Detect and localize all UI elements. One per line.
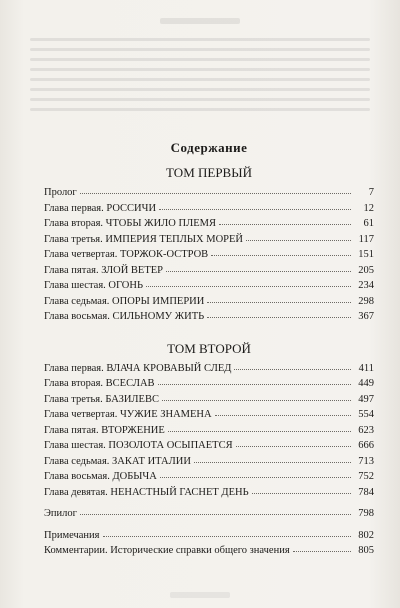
toc-entry-page-number: 12 <box>363 202 374 214</box>
dot-leader <box>236 437 351 447</box>
bleed-through-text <box>30 18 370 118</box>
toc-entry <box>44 361 374 377</box>
dot-leader <box>252 484 351 494</box>
dot-leader <box>166 262 351 272</box>
toc-entry-label: Глава четвертая. ТОРЖОК-ОСТРОВ <box>44 249 209 260</box>
toc-entry-page-number: 61 <box>363 218 374 229</box>
toc-entry <box>44 201 374 217</box>
toc-entry <box>44 454 374 470</box>
volume-1-heading: ТОМ ПЕРВЫЙ <box>166 165 252 180</box>
toc-entry-label: Глава вторая. ЧТОБЫ ЖИЛО ПЛЕМЯ <box>44 218 216 229</box>
toc-entry <box>44 247 374 263</box>
toc-entry <box>44 392 374 408</box>
dot-leader <box>80 505 351 515</box>
toc-entry-label: Глава шестая. ПОЗОЛОТА ОСЫПАЕТСЯ <box>44 440 233 451</box>
toc-entry <box>44 309 374 325</box>
toc-entry-label: Глава седьмая. ЗАКАТ ИТАЛИИ <box>44 455 191 467</box>
dot-leader <box>246 231 351 241</box>
dot-leader <box>211 246 351 256</box>
toc-entry <box>44 423 374 439</box>
toc-entry-label: Глава первая. ВЛАЧА КРОВАВЫЙ СЛЕД <box>44 362 232 374</box>
table-of-contents <box>44 140 374 559</box>
toc-entry <box>44 232 374 248</box>
toc-entry-label: Глава шестая. ОГОНЬ <box>44 280 143 291</box>
toc-entry-page-number: 623 <box>358 424 374 436</box>
toc-entry-label: Глава восьмая. ДОБЫЧА <box>44 471 157 482</box>
toc-entry <box>44 216 374 232</box>
toc-entry-label: Глава четвертая. ЧУЖИЕ ЗНАМЕНА <box>44 409 212 420</box>
toc-entry-label: Эпилог <box>44 508 77 519</box>
toc-entry-label: Глава третья. БАЗИЛЕВС <box>44 393 159 405</box>
toc-entry-page-number: 117 <box>358 233 374 245</box>
volume-1-entries <box>44 185 374 325</box>
toc-heading: Содержание <box>170 140 248 155</box>
toc-entry-page-number: 497 <box>358 393 374 405</box>
dot-leader <box>160 468 351 478</box>
toc-entry-page-number: 805 <box>358 545 374 556</box>
toc-entry <box>44 469 374 485</box>
toc-entry-page-number: 449 <box>358 378 374 389</box>
volume-2-entries <box>44 361 374 501</box>
dot-leader <box>168 422 351 432</box>
toc-entry-page-number: 298 <box>358 295 374 307</box>
toc-entry-label: Глава седьмая. ОПОРЫ ИМПЕРИИ <box>44 295 205 307</box>
toc-entry-page-number: 752 <box>358 471 374 482</box>
dot-leader <box>207 308 351 318</box>
toc-entry-page-number: 367 <box>358 311 374 322</box>
dot-leader <box>162 391 351 401</box>
dot-leader <box>194 453 351 463</box>
dot-leader <box>234 360 351 370</box>
toc-entry <box>44 263 374 279</box>
toc-entry <box>44 407 374 423</box>
toc-entry-page-number: 784 <box>358 486 374 498</box>
toc-entry-page-number: 802 <box>358 529 374 541</box>
dot-leader <box>293 542 351 552</box>
toc-entry <box>44 485 374 501</box>
toc-entry <box>44 543 374 559</box>
dot-leader <box>207 293 351 303</box>
toc-entry <box>44 185 374 201</box>
dot-leader <box>103 527 351 537</box>
toc-entry <box>44 294 374 310</box>
toc-entry-page-number: 554 <box>358 409 374 420</box>
toc-entry-label: Глава пятая. ЗЛОЙ ВЕТЕР <box>44 264 163 276</box>
toc-entry <box>44 506 374 522</box>
page-footer-mark <box>170 592 230 598</box>
toc-entry-page-number: 798 <box>358 508 374 519</box>
toc-entry-page-number: 7 <box>368 187 374 198</box>
dot-leader <box>219 215 351 225</box>
toc-entry <box>44 278 374 294</box>
dot-leader <box>215 406 351 416</box>
toc-entry-page-number: 234 <box>358 280 374 291</box>
toc-entry <box>44 376 374 392</box>
toc-entry-label: Комментарии. Исторические справки общего значения <box>44 545 290 556</box>
dot-leader <box>146 277 351 287</box>
closing-entries <box>44 506 374 522</box>
toc-entry-label: Глава девятая. НЕНАСТНЫЙ ГАСНЕТ ДЕНЬ <box>44 486 249 498</box>
toc-entry-label: Глава вторая. ВСЕСЛАВ <box>44 378 155 389</box>
toc-entry-label: Глава пятая. ВТОРЖЕНИЕ <box>44 424 165 436</box>
dot-leader <box>159 200 351 210</box>
toc-entry-label: Пролог <box>44 187 77 198</box>
toc-entry-page-number: 411 <box>358 362 374 374</box>
toc-entry-label: Глава первая. РОССИЧИ <box>44 202 157 214</box>
toc-entry-label: Примечания <box>44 529 100 541</box>
dot-leader <box>158 375 351 385</box>
toc-entry-page-number: 151 <box>358 249 374 260</box>
appendix-entries <box>44 528 374 559</box>
volume-2-heading: ТОМ ВТОРОЙ <box>167 340 251 356</box>
toc-entry-label: Глава восьмая. СИЛЬНОМУ ЖИТЬ <box>44 311 205 322</box>
dot-leader <box>80 184 351 194</box>
toc-entry-page-number: 205 <box>358 264 374 276</box>
toc-entry <box>44 438 374 454</box>
toc-entry <box>44 528 374 544</box>
toc-entry-page-number: 713 <box>358 455 374 467</box>
toc-entry-label: Глава третья. ИМПЕРИЯ ТЕПЛЫХ МОРЕЙ <box>44 233 243 245</box>
toc-entry-page-number: 666 <box>358 440 374 451</box>
